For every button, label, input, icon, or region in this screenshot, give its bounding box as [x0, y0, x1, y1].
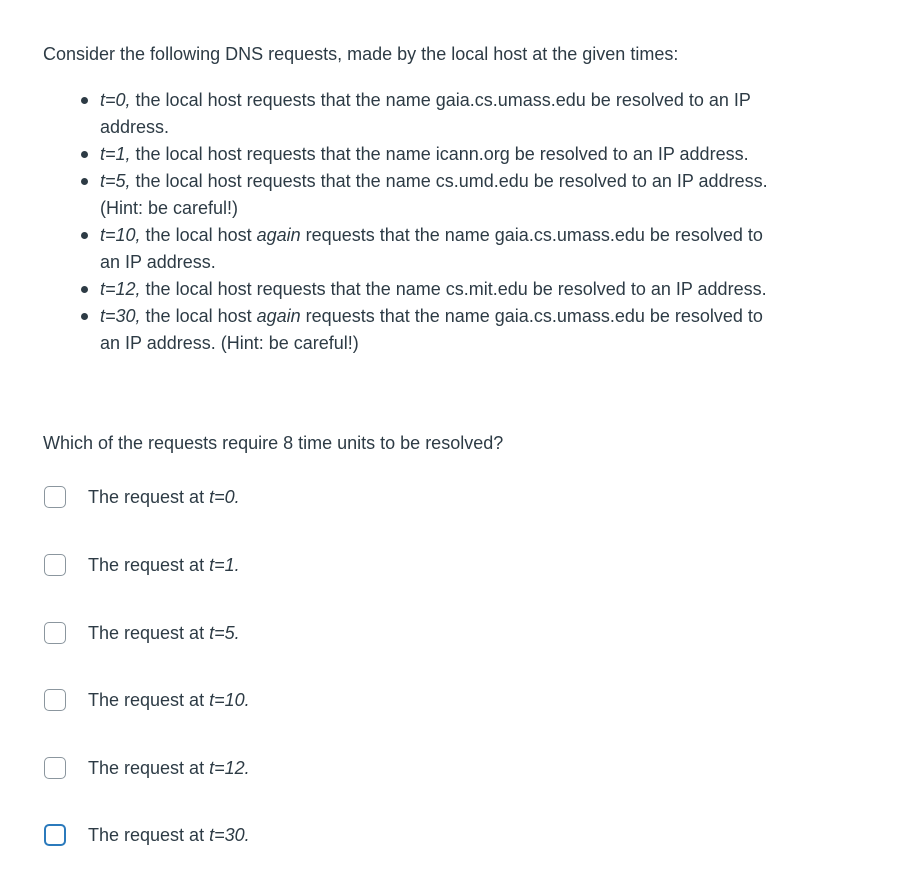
checkbox[interactable] [44, 554, 66, 576]
list-item: t=12, the local host requests that the name cs.mit.edu be resolved to an IP address. [75, 276, 775, 303]
list-item: t=10, the local host again requests that the name gaia.cs.umass.edu be resolved to an IP address. [75, 222, 775, 276]
answer-option-t0[interactable]: The request at t=0. [44, 484, 240, 510]
checkbox[interactable] [44, 689, 66, 711]
list-item: t=1, the local host requests that the name icann.org be resolved to an IP address. [75, 141, 775, 168]
list-item: t=0, the local host requests that the name gaia.cs.umass.edu be resolved to an IP address. [75, 87, 775, 141]
request-time: t=5, [100, 171, 131, 191]
request-time: t=10, [100, 225, 141, 245]
answer-option-t12[interactable]: The request at t=12. [44, 755, 250, 781]
checkbox[interactable] [44, 757, 66, 779]
request-time: t=0, [100, 90, 131, 110]
answer-option-t1[interactable]: The request at t=1. [44, 552, 240, 578]
request-time: t=1, [100, 144, 131, 164]
request-time: t=30, [100, 306, 141, 326]
question-intro: Consider the following DNS requests, made by the local host at the given times: [43, 44, 679, 64]
list-item: t=5, the local host requests that the name cs.umd.edu be resolved to an IP address. (Hint: be careful!) [75, 168, 775, 222]
list-item: t=30, the local host again requests that the name gaia.cs.umass.edu be resolved to an IP address. (Hint: be careful!) [75, 303, 775, 357]
request-list [75, 87, 775, 357]
request-time: t=12, [100, 279, 141, 299]
question-prompt: Which of the requests require 8 time units to be resolved? [43, 433, 504, 453]
checkbox[interactable] [44, 824, 66, 846]
answer-option-t5[interactable]: The request at t=5. [44, 620, 240, 646]
answer-option-t30[interactable]: The request at t=30. [44, 822, 250, 848]
answer-option-t10[interactable]: The request at t=10. [44, 687, 250, 713]
checkbox[interactable] [44, 622, 66, 644]
checkbox[interactable] [44, 486, 66, 508]
